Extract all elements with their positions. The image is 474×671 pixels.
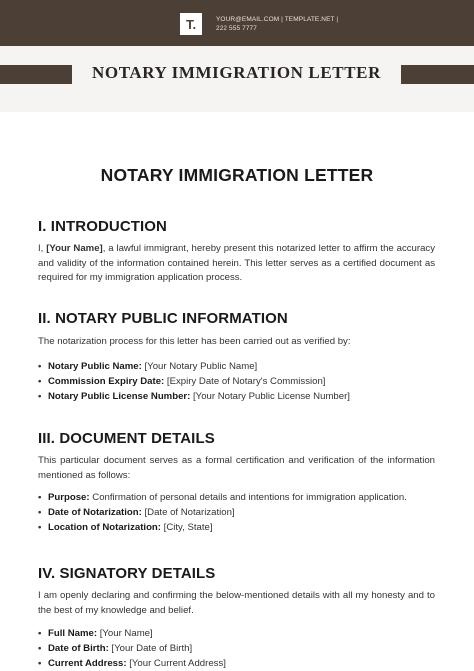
section-heading: IV. SIGNATORY DETAILS (38, 565, 216, 582)
contact-line-2: 222 555 7777 (216, 25, 257, 32)
item-value: [Your Current Address] (126, 658, 226, 670)
header-band (0, 0, 474, 46)
section-notary-public (38, 310, 435, 404)
item-value: [Your Name] (97, 628, 153, 640)
banner-bar-left (0, 65, 72, 84)
list-item: • Date of Notarization: [Date of Notarization] (38, 507, 235, 519)
section-heading: II. NOTARY PUBLIC INFORMATION (38, 310, 288, 327)
intro-paragraph (38, 242, 435, 286)
item-label: Purpose: (48, 492, 90, 504)
notary-paragraph: The notarization process for this letter has been carried out as verified by: (38, 336, 351, 347)
section-heading: III. DOCUMENT DETAILS (38, 430, 215, 447)
list-item: • Current Address: [Your Current Address] (38, 658, 226, 670)
item-label: Current Address: (48, 658, 127, 670)
section-heading: I. INTRODUCTION (38, 218, 167, 235)
document-title: NOTARY IMMIGRATION LETTER (100, 165, 374, 185)
item-label: Notary Public Name: (48, 360, 142, 372)
item-value: [Expiry Date of Notary's Commission] (164, 375, 326, 387)
list-item: • Full Name: [Your Name] (38, 628, 153, 640)
list-item: • Notary Public Name: [Your Notary Public Name] (38, 360, 258, 372)
item-value: Confirmation of personal details and intentions for immigration application. (89, 492, 407, 504)
item-value: [Date of Notarization] (141, 507, 235, 519)
signatory-list (38, 626, 435, 671)
item-value: [City, State] (160, 522, 213, 534)
banner-bar-right (401, 65, 474, 84)
list-item: • Notary Public License Number: [Your Notary Public License Number] (38, 390, 350, 402)
item-label: Date of Notarization: (48, 507, 142, 519)
item-label: Location of Notarization: (48, 522, 161, 534)
item-value: [Your Notary Public Name] (141, 360, 258, 372)
signatory-paragraph: I am openly declaring and confirming the below-mentioned details with all my honesty and to the best of my knowledge and belief. (38, 590, 435, 616)
section-document-details (38, 430, 435, 535)
notary-list (38, 359, 435, 404)
list-item: • Date of Birth: [Your Date of Birth] (38, 643, 193, 655)
item-label: Notary Public License Number: (48, 390, 191, 402)
banner-title: NOTARY IMMIGRATION LETTER (92, 63, 381, 82)
item-value: [Your Notary Public License Number] (190, 390, 350, 402)
section-introduction (38, 218, 435, 286)
item-label: Date of Birth: (48, 643, 109, 655)
details-paragraph: This particular document serves as a formal certification and verification of the information mentioned as follows: (38, 455, 435, 481)
intro-prefix: I, (38, 243, 47, 254)
item-label: Commission Expiry Date: (48, 375, 165, 387)
contact-line-1: YOUR@EMAIL.COM | TEMPLATE.NET | (216, 16, 339, 23)
list-item: • Location of Notarization: [City, State] (38, 522, 213, 534)
template-logo: T. (180, 13, 202, 35)
details-list (38, 490, 435, 535)
item-label: Full Name: (48, 628, 98, 640)
list-item: • Purpose: Confirmation of personal details and intentions for immigration application. (38, 492, 407, 504)
section-signatory-details (38, 565, 435, 671)
name-placeholder: [Your Name] (46, 243, 103, 254)
contact-info (216, 15, 338, 33)
intro-text: , a lawful immigrant, hereby present this notarized letter to affirm the accuracy and validity of the information contained herein. This letter serves as a certified document as required for my immigration application process. (38, 243, 436, 284)
item-value: [Your Date of Birth] (108, 643, 193, 655)
list-item: • Commission Expiry Date: [Expiry Date of Notary's Commission] (38, 375, 326, 387)
